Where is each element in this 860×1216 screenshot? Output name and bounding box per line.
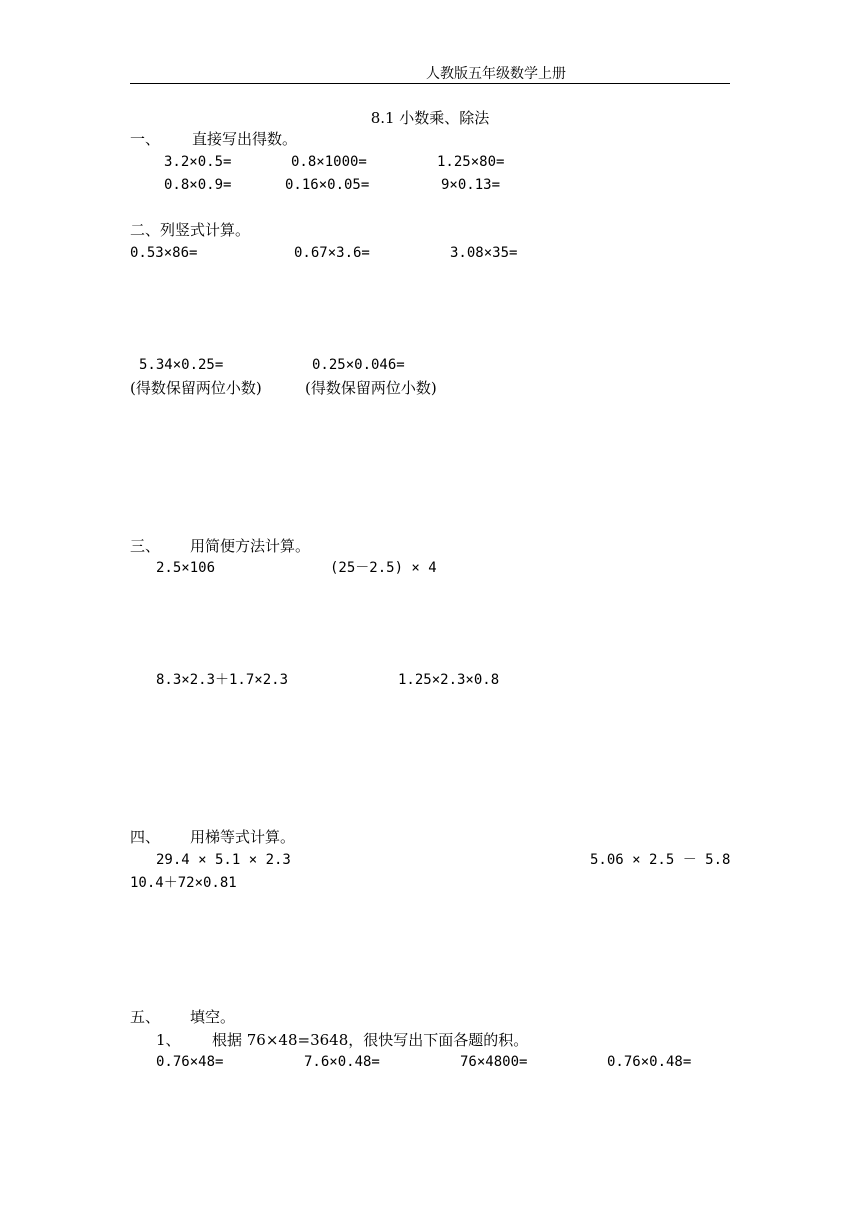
s5-problem-3: 76×4800= bbox=[460, 1054, 528, 1070]
section-4-heading: 用梯等式计算。 bbox=[190, 828, 296, 846]
s2-problem-5: 0.25×0.046= bbox=[312, 357, 405, 373]
section-1-number: 一、 bbox=[130, 130, 161, 148]
s4-problem-2: 5.06 × 2.5 － 5.8 bbox=[590, 852, 731, 868]
s2-problem-4: 5.34×0.25= bbox=[139, 357, 224, 373]
s5-problem-1: 0.76×48= bbox=[156, 1054, 224, 1070]
section-5-number: 五、 bbox=[130, 1008, 161, 1026]
header-rule bbox=[130, 83, 730, 84]
s1-problem-6: 9×0.13= bbox=[441, 177, 501, 193]
s1-problem-2: 0.8×1000= bbox=[291, 154, 367, 170]
s1-problem-1: 3.2×0.5= bbox=[164, 154, 232, 170]
s5-question-number: 1、 bbox=[156, 1031, 181, 1049]
s1-problem-4: 0.8×0.9= bbox=[164, 177, 232, 193]
s2-problem-3: 3.08×35= bbox=[450, 245, 518, 261]
s2-problem-2: 0.67×3.6= bbox=[294, 245, 370, 261]
s2-note-1: (得数保留两位小数) bbox=[130, 379, 262, 397]
s1-problem-3: 1.25×80= bbox=[437, 154, 505, 170]
s5-problem-4: 0.76×0.48= bbox=[607, 1054, 692, 1070]
page-title: 8.1 小数乘、除法 bbox=[370, 109, 490, 127]
s4-problem-3: 10.4＋72×0.81 bbox=[130, 875, 237, 891]
s4-problem-1: 29.4 × 5.1 × 2.3 bbox=[156, 852, 291, 868]
section-5-heading: 填空。 bbox=[190, 1008, 236, 1026]
s3-problem-2: (25－2.5) × 4 bbox=[330, 560, 437, 576]
s5-problem-2: 7.6×0.48= bbox=[304, 1054, 380, 1070]
s2-problem-1: 0.53×86= bbox=[130, 245, 198, 261]
s5-question-text: 根据 76×48=3648，很快写出下面各题的积。 bbox=[212, 1031, 529, 1049]
s3-problem-1: 2.5×106 bbox=[156, 560, 216, 576]
section-4-number: 四、 bbox=[130, 828, 161, 846]
section-2-heading: 二、列竖式计算。 bbox=[130, 221, 251, 239]
section-1-heading: 直接写出得数。 bbox=[192, 130, 298, 148]
section-3-number: 三、 bbox=[130, 537, 161, 555]
s1-problem-5: 0.16×0.05= bbox=[285, 177, 370, 193]
section-3-heading: 用简便方法计算。 bbox=[190, 537, 311, 555]
page-header: 人教版五年级数学上册 bbox=[426, 66, 566, 82]
s2-note-2: (得数保留两位小数) bbox=[305, 379, 437, 397]
s3-problem-4: 1.25×2.3×0.8 bbox=[398, 672, 500, 688]
s3-problem-3: 8.3×2.3＋1.7×2.3 bbox=[156, 672, 289, 688]
